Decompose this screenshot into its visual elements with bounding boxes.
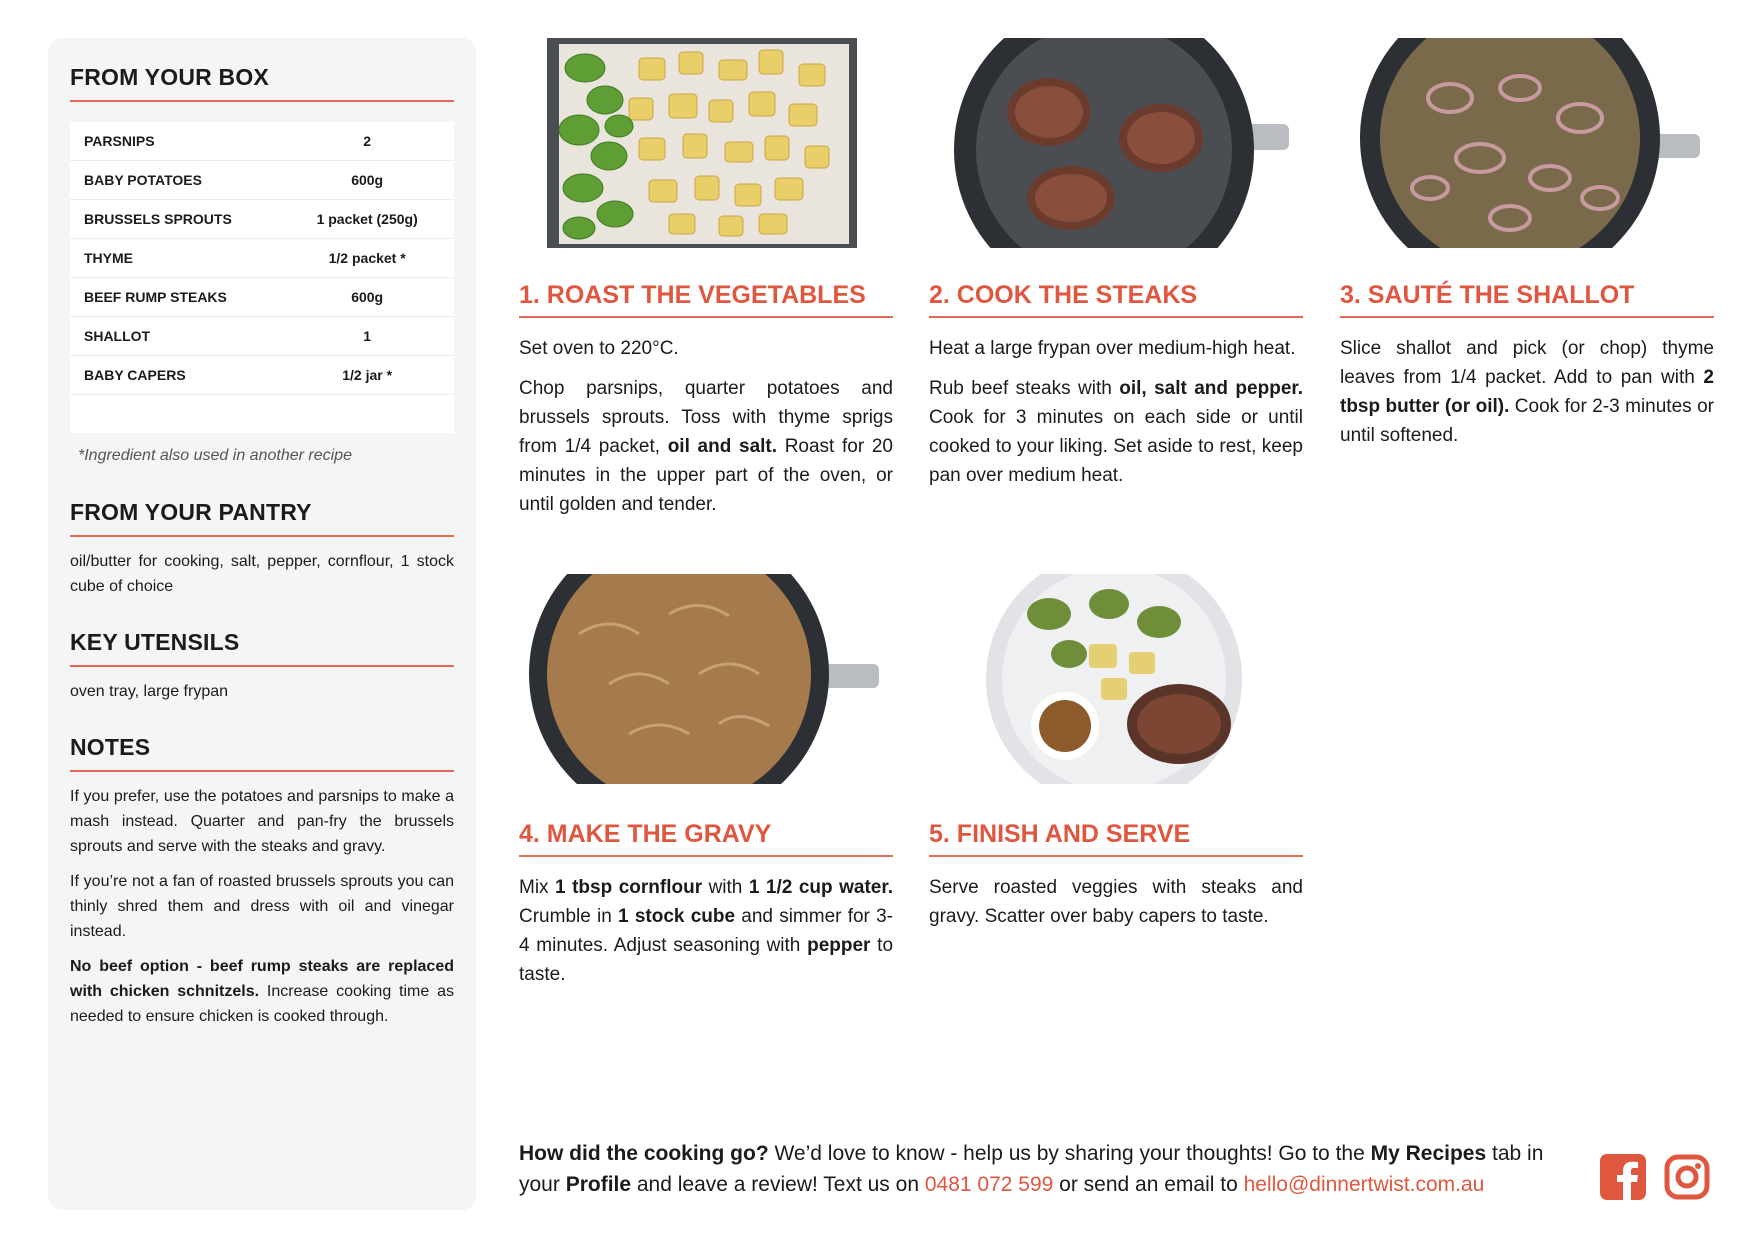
- footer-my-recipes: My Recipes: [1370, 1142, 1487, 1165]
- utensils-title: KEY UTENSILS: [70, 629, 454, 667]
- table-row: [70, 161, 454, 200]
- pantry-title: FROM YOUR PANTRY: [70, 499, 454, 537]
- step-4-bold-d: 1 1/2 cup water.: [748, 877, 893, 898]
- ingredients-table: [70, 122, 454, 433]
- step-4-text-c: with: [702, 877, 749, 898]
- step-2-para-1: Heat a large frypan over medium-high heat.: [929, 338, 1296, 359]
- utensils-text: oven tray, large frypan: [70, 683, 229, 700]
- footer-profile: Profile: [565, 1173, 632, 1196]
- step-4-text-e: Crumble in: [519, 906, 619, 927]
- pantry-text: oil/butter for cooking, salt, pepper, cornflour, 1 stock cube of choice: [70, 553, 454, 595]
- step-4-text-a: Mix: [519, 877, 556, 898]
- feedback-footer: [519, 1138, 1579, 1200]
- footer-text: and leave a review! Text us on: [631, 1173, 925, 1196]
- ingredient-qty: 600g: [294, 161, 454, 200]
- email-link[interactable]: hello@dinnertwist.com.au: [1243, 1173, 1485, 1196]
- ingredient-name: THYME: [70, 239, 294, 278]
- table-row: [70, 200, 454, 239]
- step-4-para-1: [519, 873, 893, 989]
- step-1-para-2: [519, 374, 893, 519]
- ingredients-panel: [48, 38, 476, 1210]
- finish-serve-photo: [929, 574, 1289, 784]
- step-5-body: [929, 873, 1303, 942]
- step-5-title: 5. FINISH AND SERVE: [929, 820, 1303, 857]
- step-3-title: 3. SAUTÉ THE SHALLOT: [1340, 281, 1714, 318]
- ingredient-name: SHALLOT: [70, 317, 294, 356]
- step-2-para-2: [929, 374, 1303, 490]
- ingredient-name: BABY CAPERS: [70, 356, 294, 395]
- note-3-rest: Increase cooking time as needed to ensure chicken is cooked through.: [70, 983, 454, 1025]
- footer-text: We’d love to know - help us by sharing your thoughts! Go to the: [768, 1142, 1371, 1165]
- ingredient-qty: 1/2 packet *: [294, 239, 454, 278]
- note-3-bold: No beef option - beef rump steaks are replaced with chicken schnitzels.: [70, 958, 454, 1000]
- ingredient-name: PARSNIPS: [70, 122, 294, 161]
- ingredient-qty: 600g: [294, 278, 454, 317]
- table-filler-row: [70, 395, 454, 434]
- step-4-body: [519, 873, 893, 1000]
- footer-text: or send an email to: [1053, 1173, 1244, 1196]
- utensils-section: [70, 629, 454, 704]
- step-2-title: 2. COOK THE STEAKS: [929, 281, 1303, 318]
- ingredient-qty: 2: [294, 122, 454, 161]
- table-row: [70, 239, 454, 278]
- roast-vegetables-photo: [519, 38, 879, 248]
- step-1-text-end: Roast for 20 minutes in the upper part of the oven, or until golden and tender.: [519, 436, 893, 515]
- ingredient-qty: 1/2 jar *: [294, 356, 454, 395]
- step-1-body: [519, 334, 893, 530]
- step-4-text-i: to taste.: [519, 935, 894, 985]
- step-4-bold-f: 1 stock cube: [618, 906, 736, 927]
- step-5-para-1: Serve roasted veggies with steaks and gravy. Scatter over baby capers to taste.: [929, 877, 1303, 927]
- table-row: [70, 317, 454, 356]
- facebook-icon[interactable]: [1600, 1154, 1646, 1200]
- saute-shallot-photo: [1340, 38, 1700, 248]
- footer-bold-question: How did the cooking go?: [519, 1142, 769, 1165]
- table-row: [70, 278, 454, 317]
- step-3-para-1: [1340, 334, 1714, 450]
- note-1: If you prefer, use the potatoes and parsnips to make a mash instead. Quarter and pan-fry the brussels sprouts and serve with the steaks and gravy.: [70, 788, 454, 855]
- step-4-text-g: and simmer for 3-4 minutes. Adjust seasoning with: [519, 906, 893, 956]
- step-3-bold: 2 tbsp butter (or oil).: [1340, 367, 1714, 417]
- pantry-section: [70, 499, 454, 599]
- step-2-body: [929, 334, 1303, 501]
- step-1-bold: oil and salt.: [667, 436, 778, 457]
- notes-title: NOTES: [70, 734, 454, 772]
- ingredient-name: BRUSSELS SPROUTS: [70, 200, 294, 239]
- make-gravy-photo: [519, 574, 879, 784]
- step-3-body: [1340, 334, 1714, 461]
- phone-link[interactable]: 0481 072 599: [924, 1173, 1054, 1196]
- step-1-title: 1. ROAST THE VEGETABLES: [519, 281, 893, 318]
- notes-section: [70, 734, 454, 1029]
- ingredient-qty: 1 packet (250g): [294, 200, 454, 239]
- step-3-text-end: Cook for 2-3 minutes or until softened.: [1340, 396, 1714, 446]
- note-2: If you’re not a fan of roasted brussels sprouts you can thinly shred them and dress with oil and vinegar instead.: [70, 873, 454, 940]
- instagram-icon[interactable]: [1664, 1154, 1710, 1200]
- ingredient-name: BEEF RUMP STEAKS: [70, 278, 294, 317]
- note-3: [70, 954, 454, 1029]
- step-2-text-end: Cook for 3 minutes on each side or until cooked to your liking. Set aside to rest, keep pan over medium heat.: [929, 407, 1303, 486]
- step-4-bold-h: pepper: [807, 935, 871, 956]
- table-row: [70, 356, 454, 395]
- step-2-text: Rub beef steaks with: [929, 378, 1120, 399]
- table-row: [70, 122, 454, 161]
- box-title: FROM YOUR BOX: [70, 64, 454, 102]
- cook-steaks-photo: [929, 38, 1289, 248]
- footer-text: tab in your: [519, 1142, 1544, 1196]
- step-4-title: 4. MAKE THE GRAVY: [519, 820, 893, 857]
- ingredient-qty: 1: [294, 317, 454, 356]
- step-1-text: Chop parsnips, quarter potatoes and brussels sprouts. Toss with thyme sprigs from 1/4 packet,: [519, 378, 893, 457]
- footnote: *Ingredient also used in another recipe: [78, 447, 352, 464]
- step-3-text: Slice shallot and pick (or chop) thyme leaves from 1/4 packet. Add to pan with: [1340, 338, 1714, 388]
- step-2-bold: oil, salt and pepper.: [1119, 378, 1304, 399]
- step-4-bold-b: 1 tbsp cornflour: [555, 877, 703, 898]
- step-1-para-1: Set oven to 220°C.: [519, 338, 679, 359]
- ingredient-name: BABY POTATOES: [70, 161, 294, 200]
